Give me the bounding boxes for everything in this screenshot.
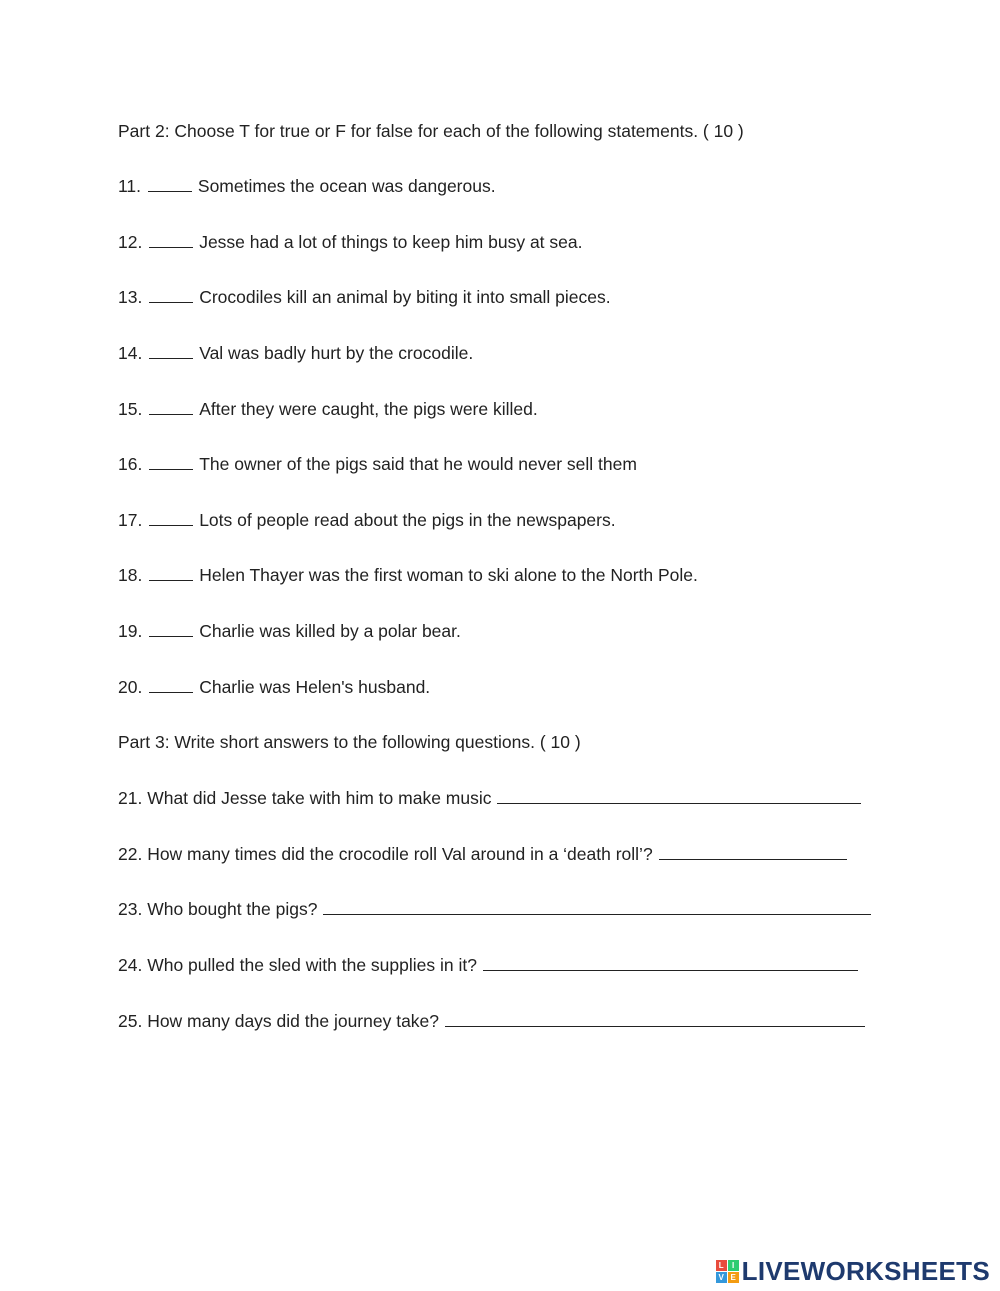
- question-text: 25. How many days did the journey take?: [118, 1011, 440, 1031]
- answer-blank[interactable]: [149, 455, 193, 470]
- tf-item-19: [118, 620, 461, 642]
- answer-blank[interactable]: [149, 622, 193, 637]
- item-text: After they were caught, the pigs were killed.: [199, 399, 538, 419]
- logo-letter-i: I: [728, 1260, 739, 1271]
- item-text: Helen Thayer was the first woman to ski alone to the North Pole.: [199, 565, 698, 585]
- item-text: The owner of the pigs said that he would never sell them: [199, 454, 637, 474]
- item-number: 20.: [118, 677, 143, 697]
- answer-line[interactable]: [483, 956, 858, 971]
- question-23: [118, 898, 871, 920]
- logo-text: LIVEWORKSHEETS: [741, 1256, 990, 1286]
- tf-item-16: [118, 453, 637, 475]
- answer-line[interactable]: [497, 789, 861, 804]
- item-number: 13.: [118, 287, 143, 307]
- item-number: 17.: [118, 510, 143, 530]
- item-text: Jesse had a lot of things to keep him busy at sea.: [199, 232, 583, 252]
- answer-blank[interactable]: [149, 511, 193, 526]
- item-number: 12.: [118, 232, 143, 252]
- item-number: 14.: [118, 343, 143, 363]
- tf-item-18: [118, 564, 698, 586]
- tf-item-14: [118, 342, 473, 364]
- answer-blank[interactable]: [149, 233, 193, 248]
- tf-item-12: [118, 231, 583, 253]
- question-21: [118, 787, 861, 809]
- item-number: 11.: [118, 176, 142, 196]
- question-22: [118, 843, 847, 865]
- question-25: [118, 1010, 865, 1032]
- answer-blank[interactable]: [149, 288, 193, 303]
- answer-blank[interactable]: [149, 566, 193, 581]
- item-text: Charlie was killed by a polar bear.: [199, 621, 461, 641]
- tf-item-11: [118, 175, 496, 197]
- item-text: Charlie was Helen's husband.: [199, 677, 431, 697]
- answer-blank[interactable]: [149, 678, 193, 693]
- answer-line[interactable]: [323, 900, 871, 915]
- item-text: Sometimes the ocean was dangerous.: [197, 176, 496, 196]
- item-number: 16.: [118, 454, 143, 474]
- question-text: 21. What did Jesse take with him to make music: [118, 788, 492, 808]
- question-text: 23. Who bought the pigs?: [118, 899, 318, 919]
- part2-heading: Part 2: Choose T for true or F for false for each of the following statements. ( 10 ): [118, 121, 744, 141]
- tf-item-17: [118, 509, 616, 531]
- liveworksheets-logo: [716, 1256, 990, 1287]
- answer-line[interactable]: [659, 845, 847, 860]
- part3-heading: Part 3: Write short answers to the following questions. ( 10 ): [118, 732, 581, 752]
- item-text: Lots of people read about the pigs in the newspapers.: [199, 510, 616, 530]
- tf-item-15: [118, 398, 538, 420]
- question-text: 24. Who pulled the sled with the supplies in it?: [118, 955, 477, 975]
- question-24: [118, 954, 858, 976]
- answer-blank[interactable]: [149, 344, 193, 359]
- item-number: 15.: [118, 399, 143, 419]
- answer-line[interactable]: [445, 1012, 865, 1027]
- item-number: 19.: [118, 621, 143, 641]
- tf-item-13: [118, 286, 611, 308]
- logo-letter-v: V: [716, 1272, 727, 1283]
- question-text: 22. How many times did the crocodile roll Val around in a ‘death roll’?: [118, 844, 653, 864]
- logo-letter-e: E: [728, 1272, 739, 1283]
- answer-blank[interactable]: [148, 177, 192, 192]
- tf-item-20: [118, 676, 430, 698]
- item-text: Crocodiles kill an animal by biting it into small pieces.: [199, 287, 611, 307]
- logo-letter-l: L: [716, 1260, 727, 1271]
- logo-mark-icon: [716, 1260, 739, 1283]
- answer-blank[interactable]: [149, 400, 193, 415]
- item-number: 18.: [118, 565, 143, 585]
- item-text: Val was badly hurt by the crocodile.: [199, 343, 474, 363]
